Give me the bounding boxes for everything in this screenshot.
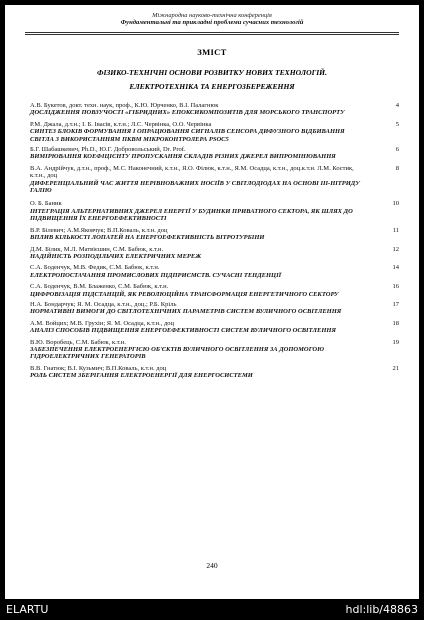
toc-entry[interactable] [30,283,399,298]
toc-entry[interactable] [30,102,399,117]
entry-page-number: 5 [395,120,399,128]
entry-title: ВИМІРЮВАННЯ КОЕФІЦІЄНТУ ПРОПУСКАННЯ СКЛАДІВ РІЗНИХ ДЖЕРЕЛ ВИПРОМІНЮВАННЯ [30,153,336,161]
toc-entry[interactable] [30,146,399,161]
page-number: 240 [206,561,218,570]
conference-name: Міжнародна науково-технічна конференція [152,12,272,19]
entry-page-number: 14 [392,264,399,272]
entry-page-number: 4 [395,102,399,109]
document-page [5,5,419,599]
repository-name: ELARTU [6,603,49,616]
entry-authors: В.Ю. Воробець, С.М. Бабюк, к.т.н. [30,338,126,346]
entry-authors: Д.М. Білик, М.Л. Матвієшин, С.М. Бабюк, к.т.н. [30,245,164,253]
entry-title: ДОСЛІДЖЕННЯ ПОВЗУЧОСТІ «ГІБРИДНИХ» ЕПОКСИКОМПОЗИТІВ ДЛЯ МОРСЬКОГО ТРАНСПОРТУ [30,109,345,117]
entry-authors: А.В. Букетов, докт. техн. наук, проф., К.Ю. Юрченко, В.І. Палагнюк [30,102,219,109]
toc-entry[interactable] [30,200,399,223]
entry-title: ВПЛИВ КІЛЬКОСТІ ЛОПАТЕЙ НА ЕНЕРГОЕФЕКТИВНІСТЬ ВІТРОТУРБІНИ [30,234,265,242]
entry-authors: С.А. Боденчук, В.М. Блаженко, С.М. Бабюк, к.т.н. [30,283,169,291]
entry-page-number: 8 [395,164,399,172]
entry-page-number: 18 [392,319,399,327]
entry-authors: В.Р. Білевич; А.М.Яковчук; В.П.Коваль, к.т.н. доц [30,226,168,234]
toc-title: ЗМІСТ [197,47,227,57]
toc-entry[interactable] [30,300,399,316]
entry-page-number: 6 [395,146,399,154]
header-rule-top [25,32,399,33]
entry-page-number: 17 [392,300,399,308]
archive-footer [0,599,424,620]
entry-page-number: 16 [392,283,399,291]
entry-authors: В.А. Андрійчук, д.т.н., проф., М.С. Наконечний, к.т.н., Я.О. Філюк, к.т.н., Я.М. Осадца, к.т.н., доц.к.т.н. Л.М. Костик, к.т.н., доц [30,164,354,180]
toc-entry[interactable] [30,245,399,261]
toc-entries [30,98,399,380]
handle-link[interactable]: hdl:lib/48863 [345,603,418,616]
entry-authors: С.А. Боденчук, М.В. Федик, С.М. Бабюк, к.т.н. [30,264,160,272]
entry-page-number: 19 [392,338,399,346]
toc-entry[interactable] [30,264,399,279]
section-subheading: ЕЛЕКТРОТЕХНІКА ТА ЕНЕРГОЗБЕРЕЖЕННЯ [129,82,295,91]
header-rule-bottom [25,34,399,35]
entry-page-number: 21 [392,364,399,372]
entry-title: СИНТЕЗ БЛОКІВ ФОРМУВАННЯ І ОПРАЦЮВАННЯ СИГНАЛІВ СЕНСОРА ДИФУЗНОГО ВІДБИВАННЯ СВІТЛА З ВИКОРИСТАННЯМ ПКВМ МІКРОКОНТРОЛЕРА PSOC5 [30,128,345,143]
toc-entry[interactable] [30,226,399,242]
toc-entry[interactable] [30,338,399,361]
entry-authors: Н.А. Бондарчук; Я. М. Осадца, к.т.н., доц.; Р.Б. Кріль [30,300,177,308]
entry-authors: А.М. Войцих; М.В. Грухін; Я. М. Осадца, к.т.н., доц [30,319,174,327]
entry-authors: О. Б. Баник [30,200,62,208]
entry-title: ЗАБЕЗПЕЧЕННЯ ЕЛЕКТРОЕНЕРГІЄЮ ОБ'ЄКТІВ ВУЛИЧНОГО ОСВІТЛЕННЯ ЗА ДОПОМОГОЮ ГІДРОЕЛЕКТРИЧНИХ ГЕНЕРАТОРІВ [30,345,324,361]
running-header [5,12,419,27]
entry-authors: В.В. Гнатюк; В.І. Кузьмич; В.П.Коваль, к.т.н. доц [30,364,167,372]
toc-entry[interactable] [30,164,399,195]
entry-title: АНАЛІЗ СПОСОБІВ ПІДВИЩЕННЯ ЕНЕРГОЕФЕКТИВНОСТІ СИСТЕМ ВУЛИЧНОГО ОСВІТЛЕННЯ [30,327,336,335]
toc-entry[interactable] [30,120,399,143]
entry-title: НОРМАТИВНІ ВИМОГИ ДО СВІТЛОТЕХНІЧНИХ ПАРАМЕТРІВ СИСТЕМ ВУЛИЧНОГО ОСВІТЛЕННЯ [30,308,342,316]
entry-title: ІНТЕГРАЦІЯ АЛЬТЕРНАТИВНИХ ДЖЕРЕЛ ЕНЕРГІЇ У БУДИНКИ ПРИВАТНОГО СЕКТОРА, ЯК ШЛЯХ ДО ПІДВИЩЕННЯ ЇХ ЕНЕРГОЕФЕКТИВНОСТІ [30,207,353,223]
toc-entry[interactable] [30,319,399,335]
toc-entry[interactable] [30,364,399,380]
conference-theme: Фундаментальні та прикладні проблеми сучасних технологій [120,19,304,27]
entry-title: РОЛЬ СИСТЕМ ЗБЕРІГАННЯ ЕЛЕКТРОЕНЕРГІЇ ДЛЯ ЕНЕРГОСИСТЕМИ [30,372,253,380]
entry-page-number: 12 [392,245,399,253]
entry-authors: Б.Г. Шабашкевич, Ph.D., Ю.Г. Добровольський, Dr. Prof. [30,146,186,154]
entry-title: ЦИФРОВІЗАЦІЯ ПІДСТАНЦІЙ, ЯК РЕВОЛЮЦІЙНА ТРАНСФОРМАЦІЯ ЕНЕРГЕТИЧНОГО СЕКТОРУ [30,290,339,298]
entry-page-number: 11 [392,226,399,234]
entry-page-number: 10 [392,200,399,208]
section-heading: ФІЗИКО-ТЕХНІЧНІ ОСНОВИ РОЗВИТКУ НОВИХ ТЕХНОЛОГІЙ. [97,68,327,77]
entry-title: ДИФЕРЕНЦІАЛЬНИЙ ЧАС ЖИТТЯ НЕРІВНОВАЖНИХ НОСІЇВ У СВІТЛОДІОДАХ НА ОСНОВІ III-НІТРИДУ ГАЛІЮ [30,179,360,195]
entry-authors: Р.М. Джала, д.т.н.; І. Б. Івасів, к.т.н.; Л.С. Червінка, О.О. Червінка [30,120,212,128]
entry-title: НАДІЙНІСТЬ РОЗПОДІЛЬЧИХ ЕЛЕКТРИЧНИХ МЕРЕЖ [30,252,202,260]
entry-title: ЕЛЕКТРОПОСТАЧАННЯ ПРОМИСЛОВИХ ПІДПРИЄМСТВ. СУЧАСНІ ТЕНДЕНЦІЇ [30,271,282,279]
